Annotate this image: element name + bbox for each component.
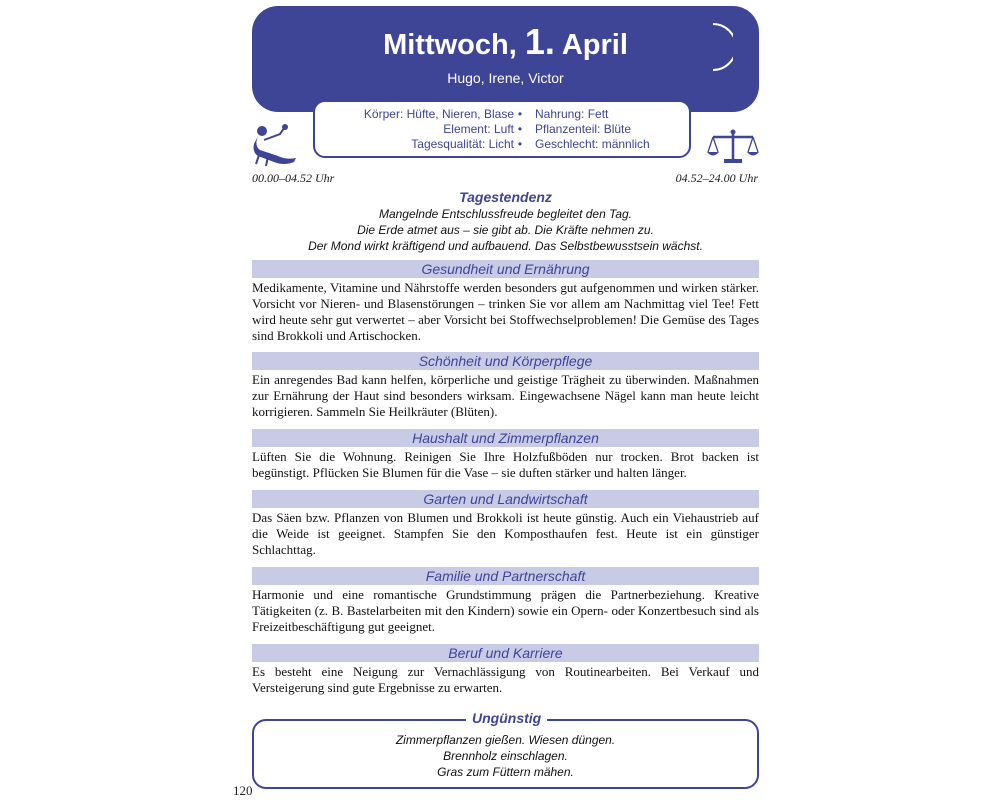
section-garden <box>252 490 759 558</box>
tendency-line: Mangelnde Entschlussfreude begleitet den Tag. <box>378 207 633 221</box>
time-left: 00.00–04.52 Uhr <box>252 171 335 185</box>
section-family <box>252 567 759 635</box>
section-title: Haushalt und Zimmerpflanzen <box>252 429 759 447</box>
info-left: Körper: Hüfte, Nieren, Blase <box>363 107 514 121</box>
section-career <box>252 644 759 696</box>
info-row <box>315 122 689 137</box>
tendency-title: Tagestendenz <box>459 189 552 205</box>
month: April <box>561 29 628 61</box>
info-row <box>315 107 689 122</box>
info-right: Nahrung: Fett <box>535 107 609 121</box>
tendency-line: Der Mond wirkt kräftigend und aufbauend. Das Selbstbewusstsein wächst. <box>308 239 703 253</box>
section-text: Lüften Sie die Wohnung. Reinigen Sie Ihre Holzfußböden nur trocken. Brot backen ist begünstigt. Pflücken Sie Blumen für die Vase – sie duften stärker und halten länger. <box>252 449 759 480</box>
info-bullet: • <box>517 122 523 136</box>
section-health <box>252 260 759 344</box>
libra-scales-icon <box>707 128 759 164</box>
section-title: Garten und Landwirtschaft <box>252 490 759 508</box>
info-left: Tagesqualität: Licht <box>411 137 514 151</box>
name-days: Hugo, Irene, Victor <box>447 70 564 86</box>
section-title: Familie und Partnerschaft <box>252 567 759 585</box>
section-household <box>252 429 759 481</box>
crescent-moon-icon <box>699 22 733 72</box>
weekday: Mittwoch, <box>383 29 517 61</box>
date-header <box>252 6 759 112</box>
info-left: Element: Luft <box>443 122 514 136</box>
unfavorable-list <box>252 732 759 780</box>
day-number: 1. <box>524 21 555 62</box>
info-bullet: • <box>517 137 523 151</box>
info-row <box>315 137 689 152</box>
section-title: Gesundheit und Ernährung <box>252 260 759 278</box>
info-right: Pflanzenteil: Blüte <box>535 122 632 136</box>
section-title: Beruf und Karriere <box>252 644 759 662</box>
day-tendency <box>252 188 759 254</box>
section-text: Ein anregendes Bad kann helfen, körperliche und geistige Trägheit zu überwinden. Maßnahmen zur Ernährung der Haut sind besonders wirksam. Eingewachsene Nägel kann man heute leicht korrigieren. Sammeln Sie Heilkräuter (Blüten). <box>252 372 759 419</box>
unfavorable-title: Ungünstig <box>466 710 547 726</box>
section-title: Schönheit und Körperpflege <box>252 352 759 370</box>
virgo-sign-icon <box>250 122 300 168</box>
info-right: Geschlecht: männlich <box>535 137 650 151</box>
time-right: 04.52–24.00 Uhr <box>675 171 758 185</box>
section-text: Das Säen bzw. Pflanzen von Blumen und Brokkoli ist heute günstig. Auch ein Viehaustrieb auf die Weide ist geeignet. Stampfen Sie den Komposthaufen fest. Heute ist ein günstiger Schlachttag. <box>252 510 759 557</box>
unfavorable-line: Zimmerpflanzen gießen. Wiesen düngen. <box>395 733 616 747</box>
unfavorable-line: Gras zum Füttern mähen. <box>437 765 574 779</box>
day-attributes-box <box>313 100 691 158</box>
section-beauty <box>252 352 759 420</box>
section-text: Harmonie und eine romantische Grundstimmung prägen die Partnerbeziehung. Kreative Tätigkeiten (z. B. Bastelarbeiten mit den Kindern) sowie ein Opern- oder Konzertbesuch sind als Freizeitbeschäftigung gut geeignet. <box>252 587 759 634</box>
page-title <box>252 21 759 62</box>
section-text: Es besteht eine Neigung zur Vernachlässigung von Routinearbeiten. Bei Verkauf und Versteigerung sind gute Ergebnisse zu erwarten. <box>252 664 759 695</box>
section-text: Medikamente, Vitamine und Nährstoffe werden besonders gut aufgenommen und wirken stärker. Vorsicht vor Nieren- und Blasenstörungen – trinken Sie vor allem am Nachmittag viel Tee! Fett wird heute sehr gut verwertet – aber Vorsicht bei Stoffwechselproblemen! Die Gemüse des Tages sind Brokkoli und Artischocken. <box>252 280 759 343</box>
tendency-line: Die Erde atmet aus – sie gibt ab. Die Kräfte nehmen zu. <box>357 223 654 237</box>
unfavorable-line: Brennholz einschlagen. <box>443 749 568 763</box>
page-number: 120 <box>233 783 253 798</box>
info-bullet: • <box>517 107 523 121</box>
